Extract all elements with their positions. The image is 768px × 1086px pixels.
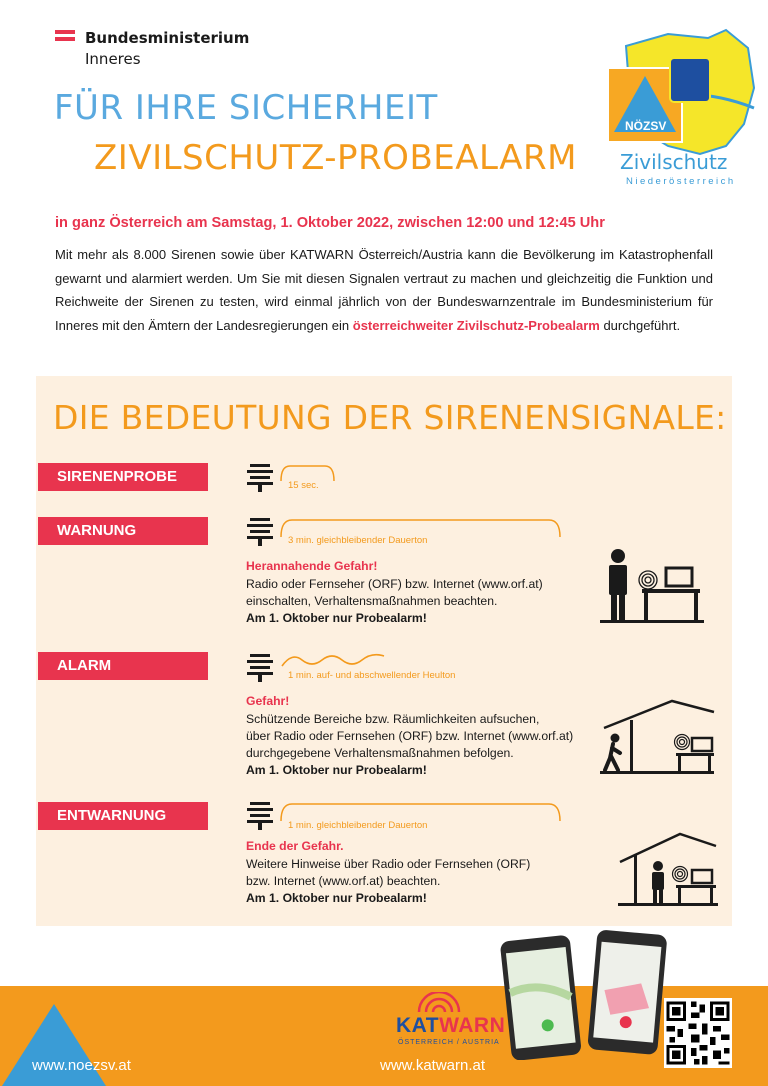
probe-signal-curve — [280, 462, 335, 482]
entwarnung-line1: Weitere Hinweise über Radio oder Fernsehen (ORF) — [246, 857, 531, 871]
warnung-heading: Herannahende Gefahr! — [246, 559, 378, 573]
katwarn-signal-arcs-icon — [414, 992, 464, 1014]
intro-text-end: durchgeführt. — [599, 317, 681, 333]
katwarn-brand-a: KAT — [396, 1014, 440, 1037]
austria-flag-icon — [55, 30, 75, 44]
label-entwarnung: ENTWARNUNG — [38, 802, 208, 830]
siren-icon — [247, 800, 273, 830]
warnung-line2: einschalten, Verhaltensmaßnahmen beachten. — [246, 594, 498, 608]
ministry-name — [85, 28, 249, 70]
warnung-note: Am 1. Oktober nur Probealarm! — [246, 611, 427, 625]
warnung-text — [246, 576, 543, 627]
person-at-radio-illustration — [600, 548, 704, 624]
katwarn-link[interactable]: www.katwarn.at — [380, 1057, 486, 1074]
entwarnung-text — [246, 856, 530, 907]
alarm-line3: durchgegebene Verhaltensmaßnahmen befolgen. — [246, 746, 514, 760]
alarm-text — [246, 711, 573, 779]
ministry-line1: Bundesministerium — [85, 29, 250, 47]
siren-icon — [247, 652, 273, 682]
qr-code[interactable] — [664, 998, 732, 1068]
entwarnung-heading: Ende der Gefahr. — [246, 839, 344, 853]
siren-icon — [247, 516, 273, 546]
date-line: in ganz Österreich am Samstag, 1. Oktober 2022, zwischen 12:00 und 12:45 Uhr — [55, 215, 605, 231]
intro-paragraph — [55, 243, 713, 337]
katwarn-brand-b: WARN — [439, 1014, 506, 1037]
signals-title: DIE BEDEUTUNG DER SIRENENSIGNALE: — [53, 398, 727, 437]
alarm-line2: über Radio oder Fernsehen (ORF) bzw. Internet (www.orf.at) — [246, 729, 574, 743]
katwarn-sub: ÖSTERREICH / AUSTRIA — [398, 1039, 500, 1046]
alarm-line1: Schützende Bereiche bzw. Räumlichkeiten aufsuchen, — [246, 712, 540, 726]
alarm-note: Am 1. Oktober nur Probealarm! — [246, 763, 427, 777]
logo-region: Niederösterreich — [626, 176, 736, 187]
alarm-signal-wave — [280, 650, 390, 670]
logo-name: Zivilschutz — [620, 150, 728, 174]
intro-text-start: Mit mehr als 8.000 Sirenen sowie über KATWARN Österreich/Austria kann die Bevölkerung im Katastrophenfall gewarnt und alarmiert werden. Um Sie mit diesen Signalen vertraut zu machen und gleichzeitig die Funktion und Reichweite der Sirenen zu testen, wird einmal jährlich von der Bundeswarnzentrale im Bundesministerium für Inneres mit den Ämtern der Landesregierungen ein — [55, 247, 713, 333]
alarm-heading: Gefahr! — [246, 694, 290, 708]
warnung-duration: 3 min. gleichbleibender Dauerton — [288, 535, 428, 546]
label-alarm: ALARM — [38, 652, 208, 680]
probe-duration: 15 sec. — [288, 480, 319, 491]
entwarnung-line2: bzw. Internet (www.orf.at) beachten. — [246, 874, 441, 888]
katwarn-wordmark — [396, 1014, 505, 1038]
siren-icon — [247, 462, 273, 492]
entwarnung-duration: 1 min. gleichbleibender Dauerton — [288, 820, 428, 831]
katwarn-phones-illustration — [500, 930, 675, 1060]
noezsv-link[interactable]: www.noezsv.at — [32, 1057, 131, 1074]
warnung-line1: Radio oder Fernseher (ORF) bzw. Internet (www.orf.at) — [246, 577, 543, 591]
page-title-line1: FÜR IHRE SICHERHEIT — [54, 88, 438, 128]
page-title-line2: ZIVILSCHUTZ-PROBEALARM — [94, 138, 577, 178]
label-sirenenprobe: SIRENENPROBE — [38, 463, 208, 491]
alarm-duration: 1 min. auf- und abschwellender Heulton — [288, 670, 456, 681]
entwarnung-signal-curve — [280, 800, 562, 822]
label-warnung: WARNUNG — [38, 517, 208, 545]
person-in-house-illustration — [618, 832, 718, 906]
coat-of-arms-icon — [670, 58, 710, 102]
intro-highlight: österreichweiter Zivilschutz-Probealarm — [352, 317, 600, 333]
entwarnung-note: Am 1. Oktober nur Probealarm! — [246, 891, 427, 905]
person-entering-house-illustration — [600, 698, 716, 774]
ministry-line2: Inneres — [85, 50, 141, 68]
logo-badge-text: NÖZSV — [625, 119, 667, 133]
